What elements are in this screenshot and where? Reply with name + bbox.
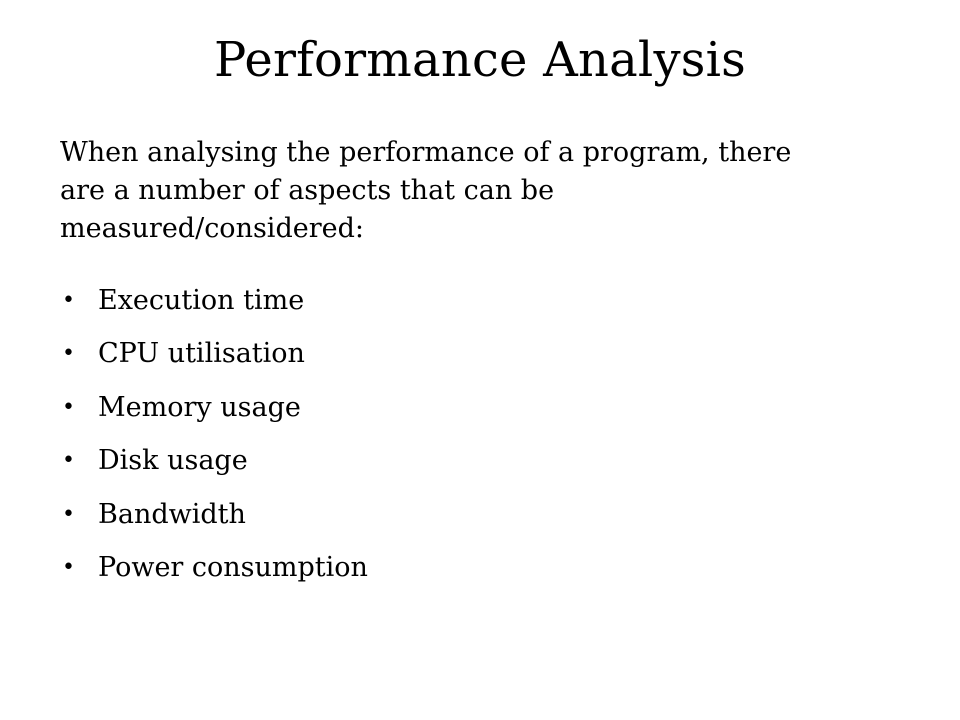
bullet-icon: • [62,287,75,313]
bullet-icon: • [62,555,75,581]
bullet-text: Disk usage [98,445,248,477]
bullet-icon: • [62,448,75,474]
bullet-item-power-consumption [60,542,880,596]
bullet-text: Memory usage [98,391,301,423]
bullet-item-cpu-utilisation [60,328,880,382]
bullet-icon: • [62,501,75,527]
bullet-item-memory-usage [60,381,880,435]
intro-paragraph: When analysing the performance of a program, there are a number of aspects that can be measured/considered: [60,137,792,244]
slide-title: Performance Analysis [214,32,746,88]
bullet-icon: • [62,341,75,367]
bullet-text: Execution time [98,284,305,316]
bullet-text: CPU utilisation [98,338,305,370]
bullet-item-bandwidth [60,488,880,542]
bullet-icon: • [62,394,75,420]
bullet-item-disk-usage [60,435,880,489]
bullet-list [60,274,880,595]
bullet-text: Power consumption [98,552,368,584]
bullet-item-execution-time [60,274,880,328]
bullet-text: Bandwidth [98,498,246,530]
